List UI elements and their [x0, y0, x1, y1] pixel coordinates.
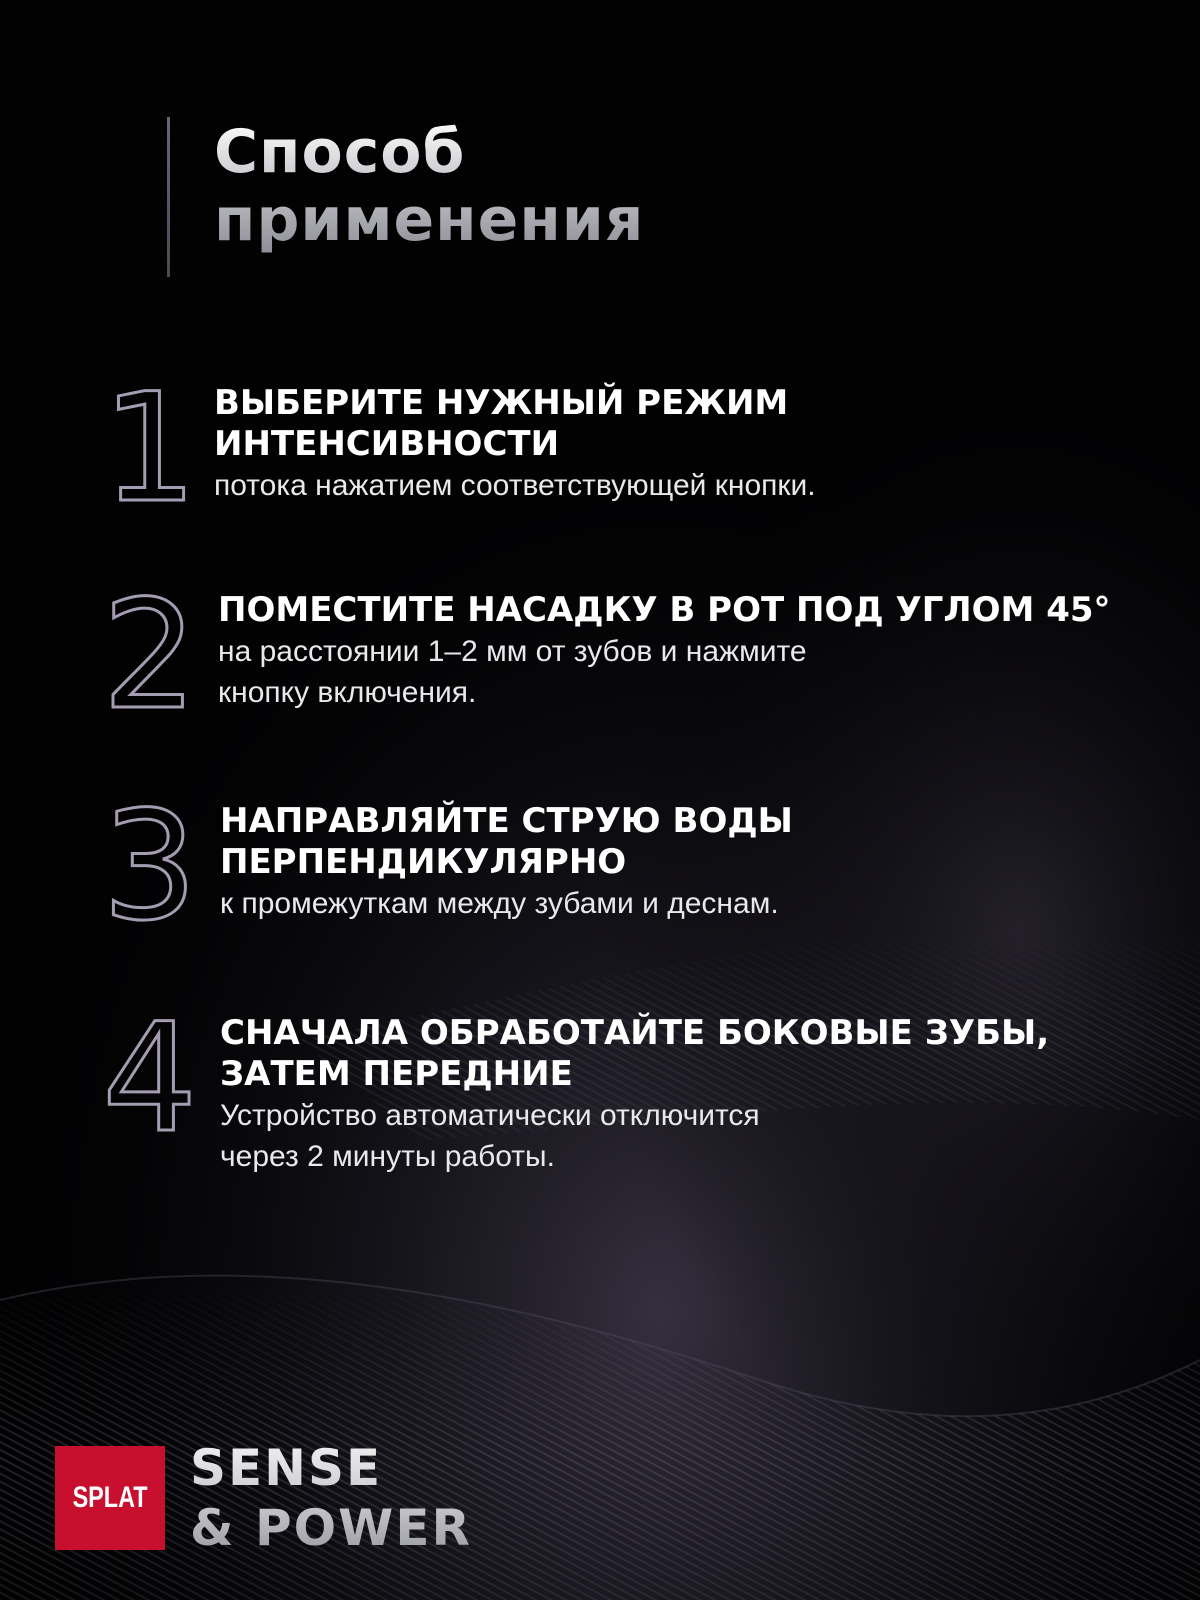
svg-text:2: 2 [102, 569, 198, 743]
step-4-number [100, 992, 210, 1166]
brand-line-1: SENSE [190, 1439, 383, 1497]
step-1-number [100, 362, 210, 536]
step-1-heading: ВЫБЕРИТЕ НУЖНЫЙ РЕЖИМ ИНТЕНСИВНОСТИ [214, 383, 789, 464]
step-2-heading: ПОМЕСТИТЕ НАСАДКУ В РОТ ПОД УГЛОМ 45° [218, 590, 1111, 630]
svg-text:4: 4 [102, 992, 198, 1166]
brand-wordmark [190, 1438, 472, 1558]
splat-logo-text: SPLAT [72, 1481, 148, 1514]
step-4-heading: СНАЧАЛА ОБРАБОТАЙТЕ БОКОВЫЕ ЗУБЫ, ЗАТЕМ ПЕРЕДНИЕ [220, 1013, 1050, 1094]
step-2-description: на расстоянии 1–2 мм от зубов и нажмите кнопку включения. [218, 635, 807, 709]
brand-line-2: & POWER [190, 1499, 472, 1557]
svg-text:1: 1 [102, 362, 198, 536]
step-3-heading: НАПРАВЛЯЙТЕ СТРУЮ ВОДЫ ПЕРПЕНДИКУЛЯРНО [220, 801, 793, 882]
title-accent-bar [167, 117, 170, 277]
step-3 [220, 801, 1140, 924]
page-title-line-2: применения [214, 185, 645, 255]
step-2 [218, 590, 1138, 713]
step-1-description: потока нажатием соответствующей кнопки. [214, 469, 816, 502]
splat-logo [55, 1446, 165, 1550]
step-1 [214, 383, 1134, 506]
svg-text:3: 3 [102, 780, 198, 954]
step-3-number [100, 780, 210, 954]
page-title [214, 118, 644, 254]
step-4 [220, 1013, 1140, 1177]
step-2-number [100, 569, 210, 743]
step-4-description: Устройство автоматически отключится через 2 минуты работы. [220, 1099, 760, 1173]
page-title-line-1: Способ [214, 117, 466, 187]
step-3-description: к промежуткам между зубами и деснам. [220, 887, 779, 920]
